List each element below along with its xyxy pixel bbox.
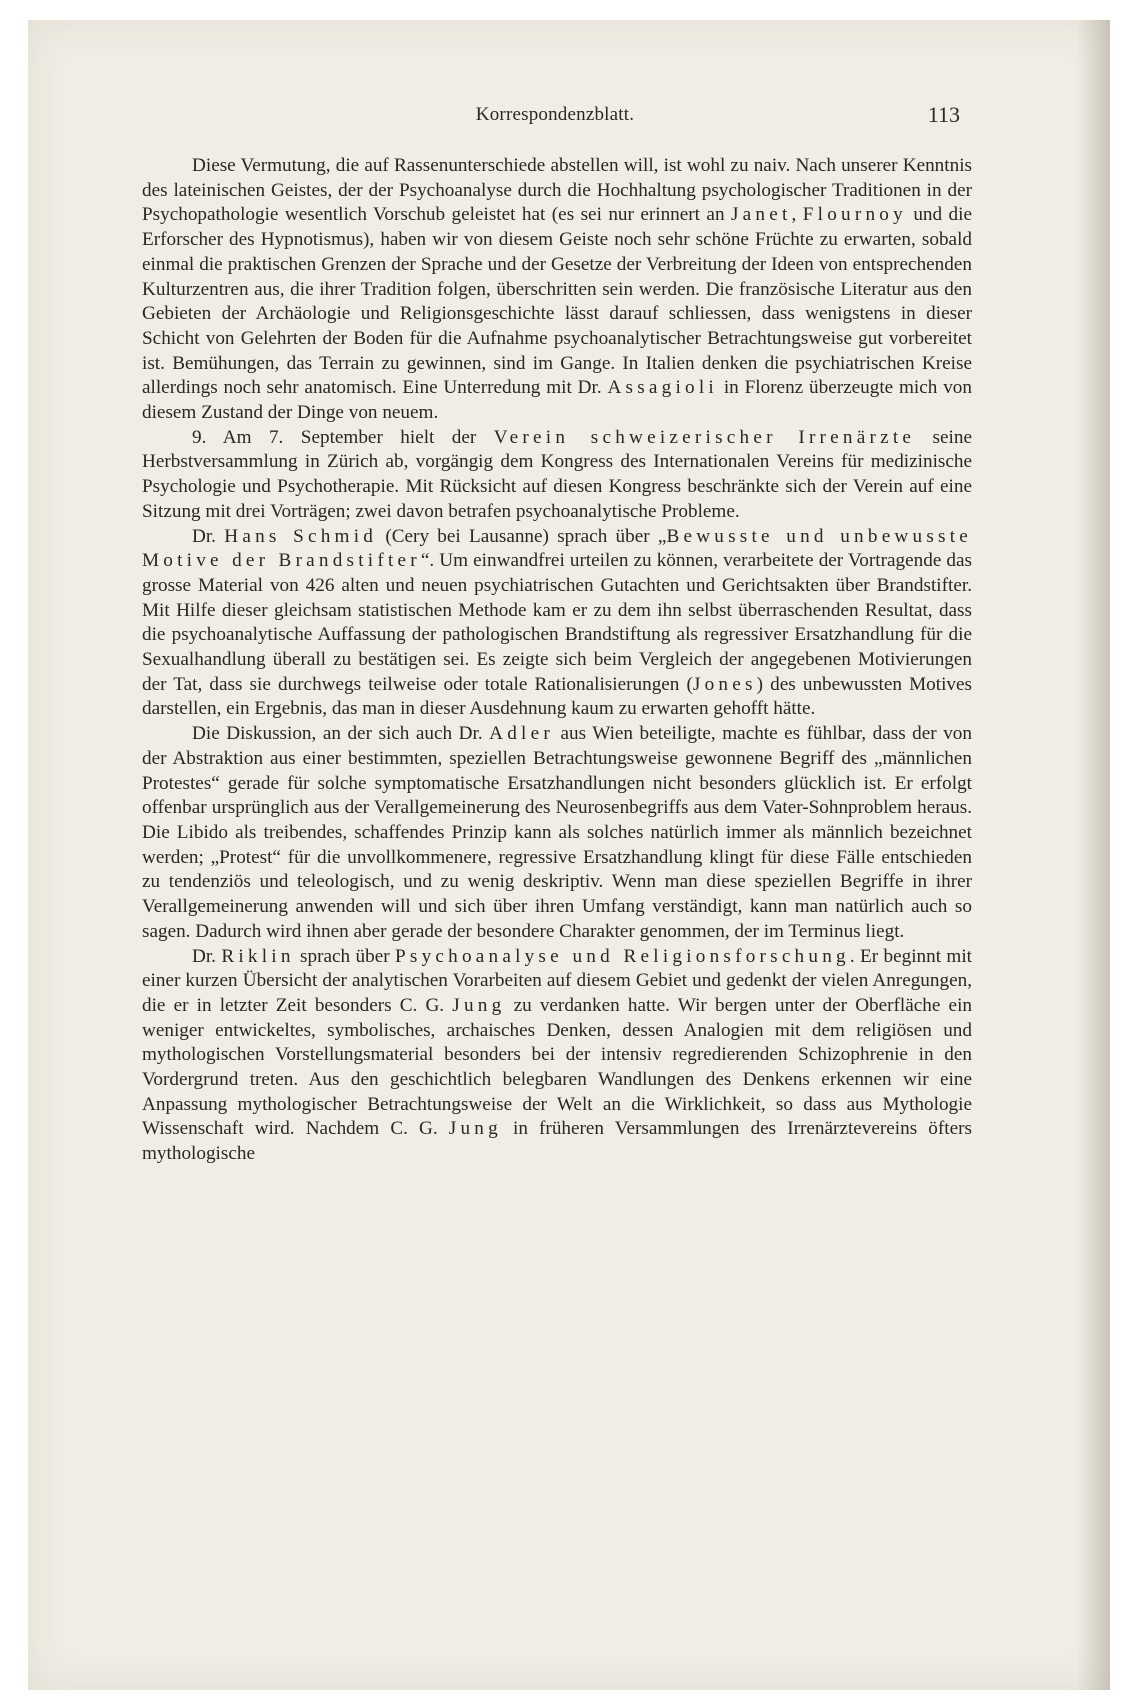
text-run: seine Herbstversammlung in Zürich ab, vorgängig dem Kongress des Internationalen Vereins für medizinische Psychologie und Psychotherapie. Mit Rücksicht auf diesen Kongress beschränkte sich der Verein auf eine Sitzung mit drei Vorträgen; zwei davon betrafen psychoanalytische Probleme. — [142, 426, 972, 522]
paragraph — [142, 426, 972, 525]
text-run: aus Wien beteiligte, machte es fühlbar, dass der von der Abstraktion aus einer bestimmten, speziellen Betrachtungsweise gewonnene Begriff des „männlichen Protestes“ gerade für solche symptomatische Ersatzhandlungen nicht besonders glücklich ist. Er erfolgt offenbar ursprünglich aus der Verallgemeinerung des Neurosenbegriffs aus dem Vater-Sohnproblem heraus. Die Libido als treibendes, schaffendes Prinzip kann als solches natürlich immer als männlich bezeichnet werden; „Protest“ für die unvollkommenere, regressive Ersatzhandlung klingt für diese Fälle entschieden zu tendenziös und teleologisch, und zu wenig deskriptiv. Wenn man diese speziellen Begriffe in ihrer Verallgemeinerung anwenden will und sich über ihren Umfang verständigt, kann man natürlich auch so sagen. Dadurch wird ihnen aber gerade der besondere Charakter genommen, der im Terminus liegt. — [142, 723, 972, 942]
text-run: “. Um einwandfrei urteilen zu können, verarbeitete der Vortragende das grosse Material von 426 alten und neuen psychiatrischen Gutachten und Gerichtsakten über Brandstifter. Mit Hilfe dieser gleichsam statistischen Methode kam er zu dem ihn selbst überraschenden Resultat, dass die psychoanalytische Auffassung der pathologischen Brandstiftung als regressiver Ersatzhandlung für die Sexualhandlung überall zu bestätigen sei. Es zeigte sich beim Vergleich der angegebenen Motivierungen der Tat, dass sie durchwegs teilweise oder totale Rationalisierungen ( — [142, 550, 972, 695]
body-text — [142, 154, 972, 1167]
text-run: . Er beginnt mit einer kurzen Übersicht der analytischen Vorarbeiten auf diesem Gebiet und gedenkt der vielen Anregungen, die er in letzter Zeit besonders C. G. — [142, 945, 973, 1016]
paragraph — [142, 722, 972, 944]
page-number: 113 — [927, 102, 960, 127]
text-run: in Florenz überzeugte mich von diesem Zustand der Dinge von neuem. — [142, 377, 972, 424]
text-run: Diese Vermutung, die auf Rassenunterschiede abstellen will, ist wohl zu naiv. Nach unserer Kenntnis des lateinischen Geistes, der der Psychoanalyse durch die Hochhaltung psychologischer Traditionen in der Psychopathologie wesentlich Vorschub geleistet hat (es sei nur erinnert an — [142, 155, 972, 226]
paragraph — [142, 945, 972, 1167]
text-run: in früheren Versammlungen des Irrenärztevereins öfters mythologische — [142, 1118, 972, 1165]
text-run: Dr. — [192, 525, 225, 547]
spaced-name: Jung — [448, 1118, 502, 1140]
text-run: Die Diskussion, an der sich auch Dr. — [192, 723, 490, 745]
spaced-name: Jung — [452, 994, 506, 1016]
spaced-name: Psychoanalyse und Religionsforschung — [394, 945, 850, 967]
text-run: 9. Am 7. September hielt der — [192, 426, 494, 448]
paragraph — [142, 154, 972, 426]
text-run: ) des unbewussten Motives darstellen, ein Ergebnis, das man in dieser Ausdehnung kaum zu erwarten gehofft hätte. — [142, 673, 972, 720]
text-run: und die Erforscher des Hypnotismus), haben wir von diesem Geiste noch sehr schöne Früchte zu erwarten, sobald einmal die praktischen Grenzen der Sprache und der Gesetze der Verbreitung der Ideen von entsprechenden Kulturzentren aus, die ihrer Tradition folgen, überschritten sein werden. Die französische Literatur aus den Gebieten der Archäologie und Religionsgeschichte lässt darauf schliessen, dass wenigstens in dieser Schicht von Gelehrten der Boden für die Aufnahme psychoanalytischer Betrachtungsweise gut vorbereitet ist. Bemühungen, das Terrain zu gewinnen, sind im Gange. In Italien denken die psychiatrischen Kreise allerdings noch sehr anatomisch. Eine Unterredung mit Dr. — [142, 204, 972, 399]
text-run: zu verdanken hatte. Wir bergen unter der Oberfläche ein weniger entwickeltes, symbolisches, archaisches Denken, dessen Analogien mit dem religiösen und mythologischen Vorstellungsmaterial besonders bei der intensiv regredierenden Schizophrenie in den Vordergrund treten. Aus den geschichtlich belegbaren Wandlungen des Denkens erkennen wir eine Anpassung mythologischer Betrachtungsweise der Welt an die Wirklichkeit, so dass aus Mythologie Wissenschaft wird. Nachdem C. G. — [142, 994, 972, 1140]
paragraph — [142, 525, 972, 723]
page-header — [130, 104, 980, 134]
text-run: , — [791, 204, 803, 226]
running-title: Korrespondenzblatt. — [475, 104, 635, 125]
text-run: sprach über — [294, 945, 395, 967]
spaced-name: Bewusste und unbewusste Motive der Brandstifter — [142, 525, 973, 572]
spaced-name: Hans Schmid — [224, 525, 378, 547]
text-run: (Cery bei Lausanne) sprach über „ — [377, 525, 667, 547]
spaced-name: Assagioli — [607, 377, 718, 399]
spaced-name: Jones — [692, 673, 757, 695]
page-spine-shadow — [1076, 20, 1110, 1690]
spaced-name: Verein schweizerischer Irrenärzte — [493, 426, 916, 448]
spaced-name: Janet — [730, 204, 792, 226]
spaced-name: Riklin — [221, 945, 295, 967]
spaced-name: Flournoy — [802, 204, 907, 226]
text-run: Dr. — [192, 945, 222, 967]
spaced-name: Adler — [489, 723, 554, 745]
